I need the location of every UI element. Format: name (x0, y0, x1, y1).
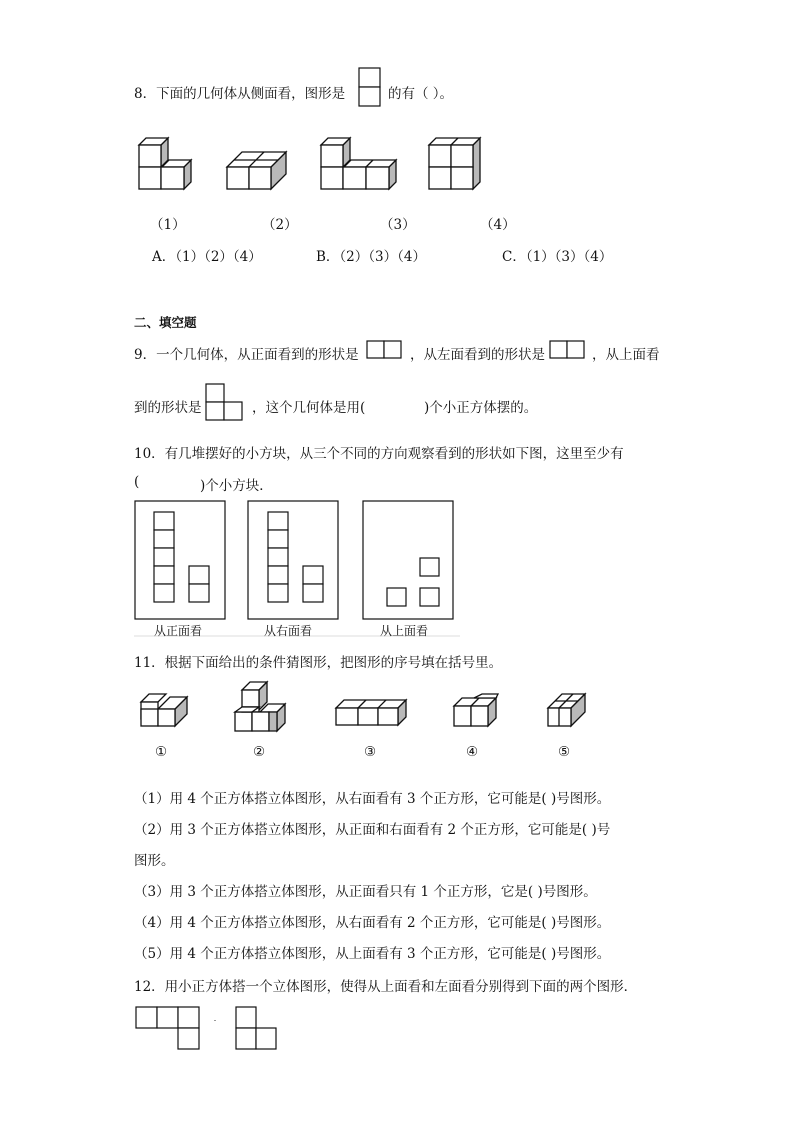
q11-figure-3 (334, 698, 410, 738)
q11-number-5: ⑤ (558, 744, 571, 760)
q8-label-2: （2） (262, 217, 298, 233)
q9-part6: )个小正方体摆的。 (424, 400, 538, 416)
q9-part4: 到的形状是 (134, 400, 202, 416)
q8-label-1: （1） (150, 217, 186, 233)
q11-item-1: （1）用 4 个正方体搭立体图形，从右面看有 3 个正方形，它可能是( )号图形。 (134, 791, 611, 807)
q8-figure-3 (320, 136, 404, 192)
q10-caption-front: 从正面看 (154, 624, 203, 638)
q11-number-1: ① (155, 744, 168, 760)
q9-top-view-icon (205, 383, 245, 423)
q11-item-2: （2）用 3 个正方体搭立体图形，从正面和右面看有 2 个正方形，它可能是( )号 (134, 822, 611, 838)
q8-side-view-icon (358, 67, 382, 109)
q11-figure-5 (545, 692, 593, 736)
q9-part3: ，从上面看 (592, 347, 660, 363)
q12-text: 12．用小正方体搭一个立体图形，使得从上面看和左面看分别得到下面的两个图形． (134, 979, 638, 995)
q9-part1: 9．一个几何体，从正面看到的形状是 (134, 347, 359, 363)
q8-text-after: 的有（ ）。 (388, 86, 454, 102)
q9-part5: ，这个几何体是用( (252, 400, 366, 416)
q9-part2: ，从左面看到的形状是 (410, 347, 545, 363)
q11-figure-1 (138, 692, 192, 736)
q11-item-3: （3）用 3 个正方体搭立体图形，从正面看只有 1 个正方形，它是( )号图形。 (134, 884, 597, 900)
q8-option-b[interactable]: B．（2）（3）（4） (316, 249, 426, 265)
q8-option-c[interactable]: C．（1）（3）（4） (502, 249, 613, 265)
q8-option-a[interactable]: A．（1）（2）（4） (152, 249, 262, 265)
q9-left-view-icon (549, 340, 587, 360)
q8-figure-4 (428, 136, 488, 192)
q11-figure-4 (452, 694, 504, 736)
q8-label-4: （4） (480, 217, 516, 233)
q9-front-view-icon (366, 340, 404, 360)
q11-item-5: （5）用 4 个正方体搭立体图形，从上面看有 3 个正方形，它可能是( )号图形。 (134, 946, 611, 962)
q8-figure-1 (138, 136, 198, 192)
q10-line2-close: )个小方块． (200, 478, 273, 494)
q11-item-4: （4）用 4 个正方体搭立体图形，从右面看有 2 个正方形，它可能是( )号图形。 (134, 915, 611, 931)
q8-figure-2 (226, 150, 290, 192)
q12-views-figure (135, 1006, 285, 1052)
q11-number-2: ② (253, 744, 266, 760)
q10-caption-top: 从上面看 (380, 624, 429, 638)
q11-figure-2 (232, 680, 292, 736)
q11-number-4: ④ (466, 744, 479, 760)
q11-title: 11．根据下面给出的条件猜图形，把图形的序号填在括号里。 (134, 655, 503, 671)
q11-item-2-cont: 图形。 (134, 853, 175, 869)
q8-label-3: （3） (380, 217, 416, 233)
section-2-title: 二、填空题 (134, 315, 197, 330)
q10-caption-right: 从右面看 (264, 624, 313, 638)
q10-views-figure (134, 500, 460, 640)
q11-number-3: ③ (364, 744, 377, 760)
q10-open-paren: ( (134, 474, 140, 490)
q10-line1: 10．有几堆摆好的小方块，从三个不同的方向观察看到的形状如下图，这里至少有 (134, 446, 624, 462)
q8-text-before: 8．下面的几何体从侧面看，图形是 (134, 86, 346, 102)
